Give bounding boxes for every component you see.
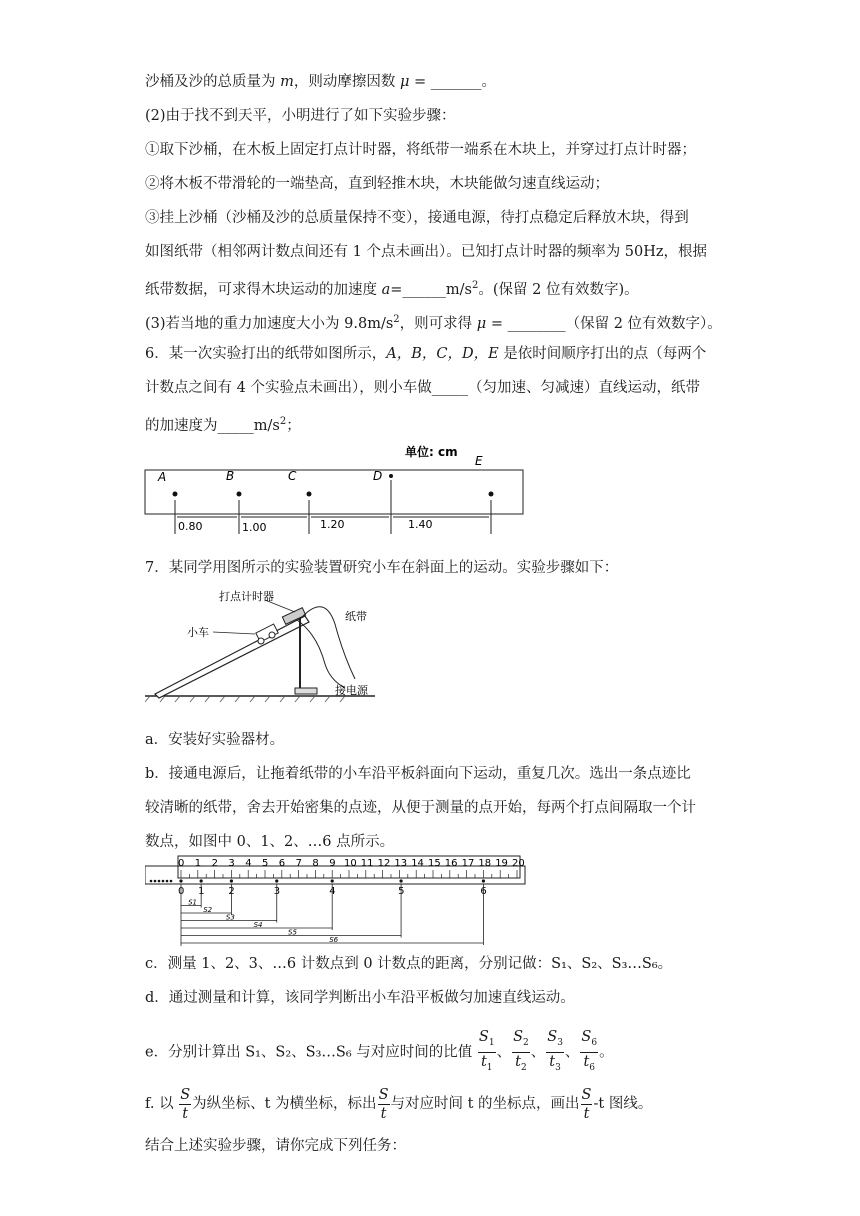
ruler-scale-label: 15 bbox=[428, 858, 441, 869]
count-point-label: 1 bbox=[198, 886, 205, 897]
text-line-final: 结合上述实验步骤，请你完成下列任务： bbox=[145, 1138, 406, 1154]
text-line-step3: ③挂上沙桶（沙桶及沙的总质量保持不变），接通电源，待打点稳定后释放木块，得到 bbox=[145, 210, 689, 226]
dense-dot bbox=[158, 880, 161, 883]
unit-label: 单位: cm bbox=[405, 445, 458, 459]
fraction-s1-t1: $\frac{S_1}{t_1}$ bbox=[478, 1029, 495, 1073]
fraction-s2-t2: $\frac{S_2}{t_2}$ bbox=[513, 1029, 529, 1073]
text-line-step-c: c．测量 1、2、3、…6 计数点到 0 计数点的距离，分别记做：S₁、S₂、S₃…S₆。 bbox=[145, 956, 673, 972]
text-line-part3: (3)若当地的重力加速度大小为 $9.8m/s^2$，则可求得 μ = ________（保留 2 位有效数字）。 bbox=[145, 314, 722, 332]
ruler-scale-label: 13 bbox=[394, 858, 408, 869]
text-line-step-b3: 数点，如图中 0、1、2、…6 点所示。 bbox=[145, 834, 395, 850]
s-distance-label: S2 bbox=[203, 906, 213, 914]
ruler-scale-label: 20 bbox=[512, 858, 525, 869]
text-line-step3-cont: 如图纸带（相邻两计数点间还有 1 个点未画出）。已知打点计时器的频率为 50Hz，根据 bbox=[145, 244, 708, 260]
ruler-scale-label: 11 bbox=[360, 858, 374, 869]
text-line-step-e: e．分别计算出 S₁、S₂、S₃…S₆ 与对应时间的比值 $\frac{S_1}{t_1}$ 、 $\frac{S_2}{t_2}$ 、 $\frac{S_3}{t_3}$ 、 $\frac{S_6}{t_6}$ 。 bbox=[145, 1028, 614, 1077]
count-point-dot bbox=[275, 879, 278, 882]
cart-label: 小车 bbox=[187, 626, 209, 639]
count-point-label: 0 bbox=[178, 886, 185, 897]
text-line-q6-accel: 的加速度为$\_\_\_\_\_m/s^2$； bbox=[145, 416, 301, 434]
ruler-scale-label: 19 bbox=[495, 858, 508, 869]
tape-dot-e bbox=[489, 492, 494, 497]
text-line-part2: (2)由于找不到天平，小明进行了如下实验步骤： bbox=[145, 108, 456, 124]
count-point-label: 6 bbox=[480, 886, 487, 897]
count-point-dot bbox=[179, 879, 182, 882]
count-point-label: 4 bbox=[329, 886, 336, 897]
fraction-s-t-b: $\frac{S}{t}$ bbox=[378, 1086, 389, 1122]
fraction-s3-t3: $\frac{S_3}{t_3}$ bbox=[547, 1029, 563, 1073]
count-point-dot bbox=[399, 879, 402, 882]
point-label-d: D bbox=[373, 469, 383, 483]
ruler-scale-label: 17 bbox=[461, 858, 475, 869]
s-distance-label: S3 bbox=[225, 913, 235, 922]
ruler-scale-label: 16 bbox=[444, 858, 458, 869]
ruler-scale-label: 4 bbox=[245, 858, 252, 869]
ruler-scale-label: 1 bbox=[194, 858, 202, 869]
s-distance-label: S1 bbox=[188, 898, 197, 907]
distance-ab: 0.80 bbox=[178, 520, 203, 533]
count-point-dot bbox=[230, 879, 233, 882]
count-point-label: 5 bbox=[398, 886, 405, 897]
point-label-c: C bbox=[288, 469, 297, 483]
distance-de: 1.40 bbox=[408, 518, 433, 531]
text-line-q6: 6．某一次实验打出的纸带如图所示，A，B，C，D，E 是依时间顺序打出的点（每两个 bbox=[145, 346, 707, 362]
ruler-scale-label: 9 bbox=[329, 858, 336, 869]
count-point-dot bbox=[331, 879, 334, 882]
point-label-e: E bbox=[475, 454, 483, 468]
tape-dot-d bbox=[389, 474, 393, 478]
ruler-scale-label: 2 bbox=[211, 858, 218, 869]
distance-cd: 1.20 bbox=[320, 518, 345, 531]
text-line-acceleration: 纸带数据，可求得木块运动的加速度 $a=\_\_\_\_\_\_m/s^2$。(保留 2 位有效数字)。 bbox=[145, 280, 639, 298]
dense-dot bbox=[154, 880, 157, 883]
tape-dot-a bbox=[173, 492, 178, 497]
text-line-step2: ②将木板不带滑轮的一端垫高，直到轻推木块，木块能做匀速直线运动； bbox=[145, 176, 609, 192]
power-label: 接电源 bbox=[335, 684, 368, 697]
point-label-a: A bbox=[158, 470, 167, 484]
ruler-scale-label: 12 bbox=[377, 858, 391, 869]
dense-dot bbox=[162, 880, 165, 883]
count-point-label: 3 bbox=[273, 886, 281, 897]
tape-label: 纸带 bbox=[345, 610, 367, 623]
count-point-label: 2 bbox=[228, 886, 235, 897]
fraction-s-t-a: $\frac{S}{t}$ bbox=[180, 1086, 191, 1122]
ruler-tape-figure bbox=[145, 854, 530, 946]
s-distance-label: S4 bbox=[253, 921, 263, 929]
ruler-scale-label: 3 bbox=[228, 858, 235, 869]
ruler-scale-label: 8 bbox=[312, 858, 319, 869]
s-distance-label: S5 bbox=[288, 928, 297, 937]
tape-dot-c bbox=[307, 492, 312, 497]
count-point-dot bbox=[200, 879, 203, 882]
dense-dot bbox=[170, 880, 173, 883]
ruler-scale-label: 0 bbox=[178, 858, 185, 869]
point-label-b: B bbox=[226, 469, 235, 483]
ruler-scale-label: 5 bbox=[262, 858, 269, 869]
ruler-scale-label: 18 bbox=[478, 858, 492, 869]
dense-dot bbox=[166, 880, 169, 883]
ruler-scale-label: 14 bbox=[411, 858, 424, 869]
s-distance-label: S6 bbox=[329, 936, 339, 944]
ruler-scale-label: 6 bbox=[278, 858, 286, 869]
tape-figure-q6 bbox=[140, 440, 530, 540]
fraction-s6-t6: $\frac{S_6}{t_6}$ bbox=[581, 1029, 598, 1073]
text-line-step1: ①取下沙桶，在木板上固定打点计时器，将纸带一端系在木块上，并穿过打点计时器； bbox=[145, 142, 696, 158]
text-line-step-d: d．通过测量和计算，该同学判断出小车沿平板做匀加速直线运动。 bbox=[145, 990, 575, 1006]
text-line-q7: 7．某同学用图所示的实验装置研究小车在斜面上的运动。实验步骤如下： bbox=[145, 560, 619, 576]
apparatus-figure bbox=[145, 584, 385, 704]
text-line-q6-cont: 计数点之间有 4 个实验点未画出），则小车做_____（匀加速、匀减速）直线运动，纸带 bbox=[145, 380, 700, 396]
fraction-s-t-c: $\frac{S}{t}$ bbox=[581, 1086, 592, 1122]
distance-bc: 1.00 bbox=[242, 521, 267, 534]
count-point-dot bbox=[482, 879, 485, 882]
dense-dot bbox=[150, 880, 153, 883]
tape-dot-b bbox=[237, 492, 242, 497]
text-line-step-a: a．安装好实验器材。 bbox=[145, 732, 285, 748]
text-line-mu-question: 沙桶及沙的总质量为 m，则动摩擦因数 μ = _______。 bbox=[145, 74, 497, 90]
text-line-step-b2: 较清晰的纸带，舍去开始密集的点迹，从便于测量的点开始，每两个打点间隔取一个计 bbox=[145, 800, 696, 816]
text-line-step-b1: b．接通电源后，让拖着纸带的小车沿平板斜面向下运动，重复几次。选出一条点迹比 bbox=[145, 766, 691, 782]
ruler-scale-label: 10 bbox=[344, 858, 357, 869]
ruler-scale-label: 7 bbox=[295, 858, 302, 869]
text-line-step-f: f. 以 $\frac{S}{t}$ 为纵坐标、t 为横坐标，标出 $\frac{S}{t}$ 与对应时间 t 的坐标点，画出 $\frac{S}{t}$ -t 图线。 bbox=[145, 1086, 653, 1122]
timer-label: 打点计时器 bbox=[219, 590, 274, 603]
